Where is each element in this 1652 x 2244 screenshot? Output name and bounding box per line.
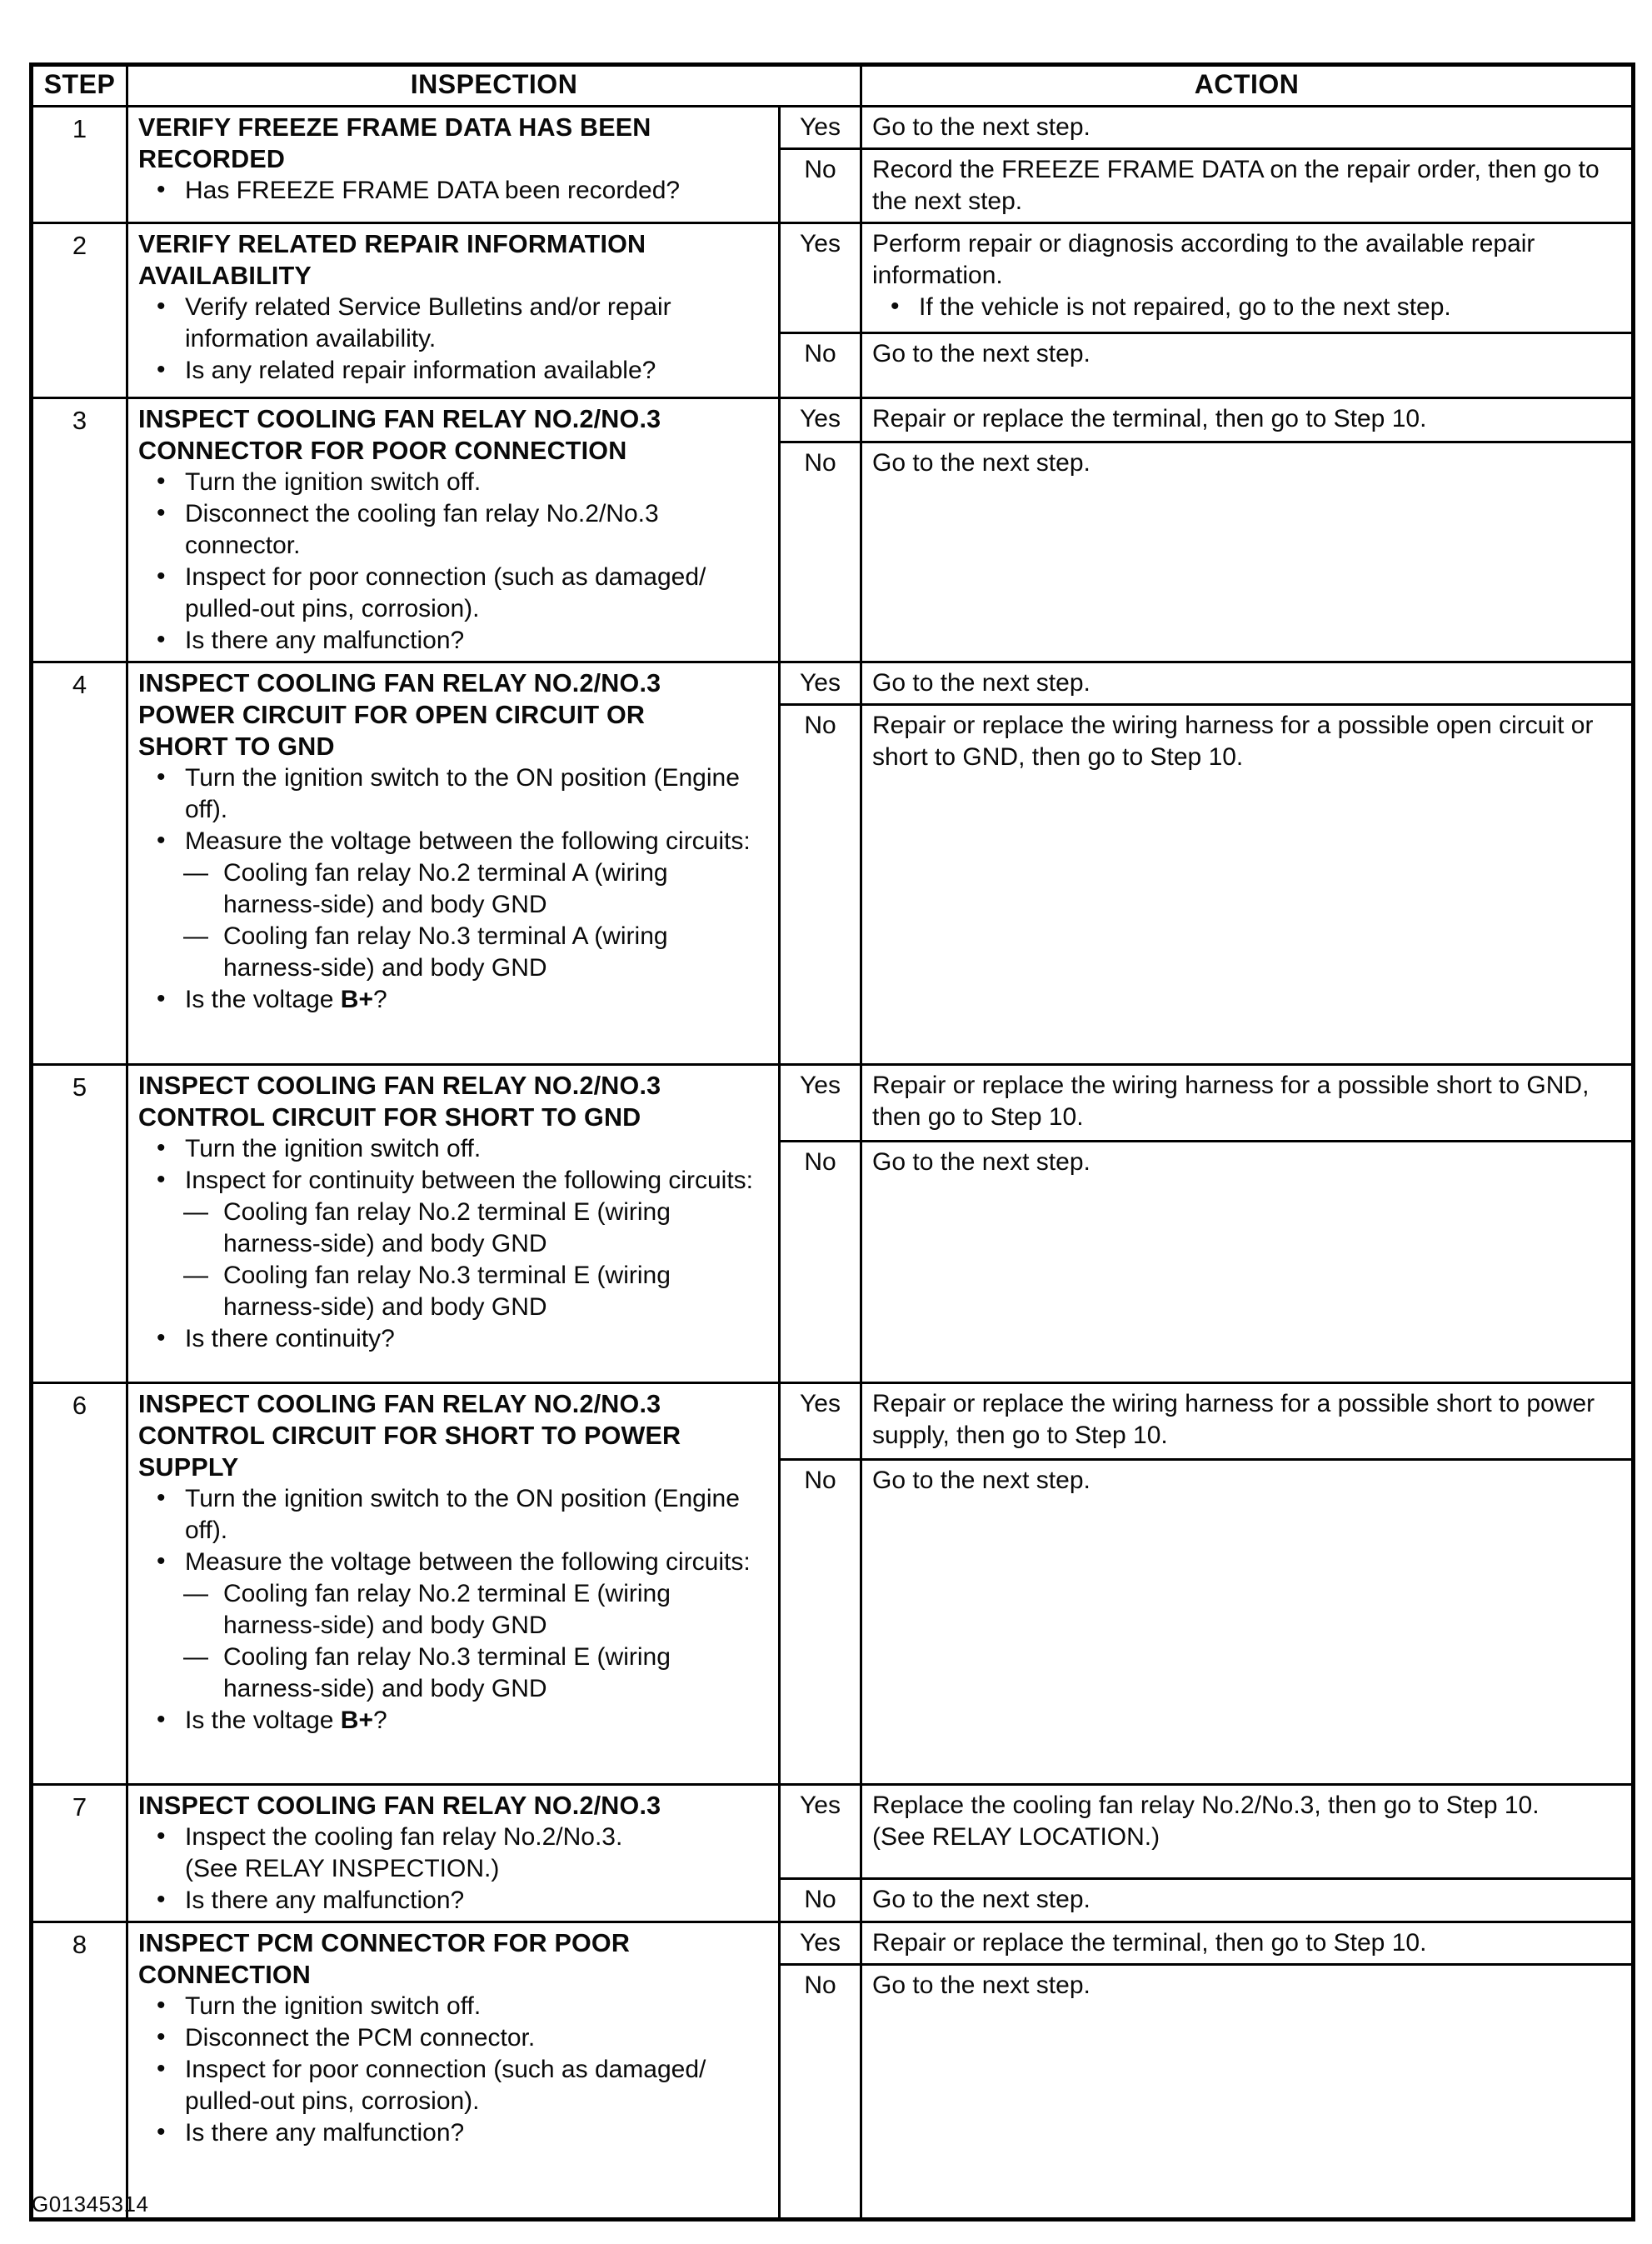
inspection-item	[138, 1705, 771, 1737]
item-text: Measure the voltage between the following circuits:	[185, 1548, 751, 1576]
item-text: Inspect for poor connection (such as damaged/ pulled-out pins, corrosion).	[185, 563, 706, 622]
action-line: Perform repair or diagnosis according to the available repair information.	[872, 230, 1535, 289]
inspection-item	[138, 1483, 771, 1547]
inspection-item	[138, 2022, 771, 2054]
title-line: VERIFY FREEZE FRAME DATA HAS BEEN	[138, 113, 651, 142]
item-text: Cooling fan relay No.2 terminal A (wiring harness-side) and body GND	[223, 859, 668, 918]
column-header-action: ACTION	[861, 65, 1634, 107]
inspection-item	[138, 1323, 771, 1355]
item-text: Has FREEZE FRAME DATA been recorded?	[185, 177, 681, 204]
item-text: Verify related Service Bulletins and/or repair information availability.	[185, 293, 671, 352]
inspection-cell	[127, 662, 780, 1065]
action-line: Go to the next step.	[872, 340, 1091, 367]
step-number: 6	[32, 1383, 127, 1785]
action-line: Go to the next step.	[872, 113, 1091, 141]
yes-cell: Yes	[780, 223, 861, 333]
action-line: Go to the next step.	[872, 1886, 1091, 1914]
action-cell-no	[861, 1142, 1634, 1383]
inspection-item	[138, 562, 771, 625]
inspection-item	[138, 1133, 771, 1165]
inspection-cell	[127, 107, 780, 223]
title-line: RECORDED	[138, 145, 286, 173]
table-row	[32, 1922, 1634, 1965]
inspection-item	[138, 984, 771, 1016]
inspection-item	[138, 498, 771, 562]
inspection-title	[138, 403, 771, 467]
item-text: Turn the ignition switch off.	[185, 468, 482, 496]
action-line: Go to the next step.	[872, 448, 1091, 477]
item-text: Disconnect the cooling fan relay No.2/No.3 connector.	[185, 500, 659, 559]
title-line: POWER CIRCUIT FOR OPEN CIRCUIT OR	[138, 701, 646, 729]
item-text: ?	[372, 1707, 387, 1734]
item-text: Measure the voltage between the following circuits:	[185, 827, 751, 855]
item-text: Cooling fan relay No.2 terminal E (wiring harness-side) and body GND	[223, 1580, 671, 1639]
action-line: Record the FREEZE FRAME DATA on the repair order, then go to the next step.	[872, 156, 1600, 215]
inspection-title	[138, 1070, 771, 1133]
troubleshooting-table	[29, 62, 1635, 2222]
action-line: Go to the next step.	[872, 1148, 1091, 1176]
step-number: 3	[32, 398, 127, 662]
inspection-sub-item	[138, 1260, 771, 1323]
no-cell: No	[780, 1879, 861, 1922]
action-line: Go to the next step.	[872, 1467, 1091, 1494]
item-text: Inspect the cooling fan relay No.2/No.3.	[185, 1823, 623, 1851]
inspection-item	[138, 1822, 771, 1853]
inspection-sub-item	[138, 1578, 771, 1642]
action-line: Repair or replace the terminal, then go to Step 10.	[872, 1929, 1427, 1957]
title-line: INSPECT PCM CONNECTOR FOR POOR	[138, 1929, 631, 1957]
no-cell: No	[780, 1460, 861, 1785]
item-text: Turn the ignition switch off.	[185, 1992, 482, 2020]
item-text: Cooling fan relay No.3 terminal A (wiring harness-side) and body GND	[223, 922, 668, 982]
action-cell-no	[861, 705, 1634, 1065]
title-line: INSPECT COOLING FAN RELAY NO.2/NO.3	[138, 1390, 661, 1418]
action-cell-no	[861, 1965, 1634, 2220]
inspection-item	[138, 355, 771, 387]
inspection-item	[138, 2054, 771, 2117]
inspection-sub-item	[138, 921, 771, 984]
title-line: VERIFY RELATED REPAIR INFORMATION	[138, 230, 646, 258]
step-number: 5	[32, 1065, 127, 1383]
inspection-title	[138, 667, 771, 762]
inspection-cell	[127, 1383, 780, 1785]
inspection-item	[138, 467, 771, 498]
action-cell-yes	[861, 1065, 1634, 1142]
action-line: Repair or replace the wiring harness for a possible short to power supply, then go to Step 10.	[872, 1390, 1595, 1449]
step-number: 4	[32, 662, 127, 1065]
inspection-title	[138, 1388, 771, 1483]
title-line: AVAILABILITY	[138, 262, 312, 290]
inspection-item	[138, 1885, 771, 1917]
inspection-item	[138, 175, 771, 207]
title-line: SHORT TO GND	[138, 732, 335, 761]
yes-cell: Yes	[780, 1065, 861, 1142]
action-cell-yes	[861, 1785, 1634, 1879]
item-text: Is there any malfunction?	[185, 627, 465, 654]
action-line: Repair or replace the terminal, then go to Step 10.	[872, 405, 1427, 432]
no-cell: No	[780, 333, 861, 398]
action-cell-yes	[861, 1383, 1634, 1460]
column-header-step: STEP	[32, 65, 127, 107]
table-row	[32, 223, 1634, 333]
action-cell-yes	[861, 1922, 1634, 1965]
yes-cell: Yes	[780, 1922, 861, 1965]
inspection-item	[138, 762, 771, 826]
item-text: Cooling fan relay No.3 terminal E (wiring harness-side) and body GND	[223, 1262, 671, 1321]
yes-cell: Yes	[780, 107, 861, 149]
inspection-cell	[127, 1785, 780, 1922]
inspection-title	[138, 228, 771, 292]
title-line: INSPECT COOLING FAN RELAY NO.2/NO.3	[138, 405, 661, 433]
table-row	[32, 662, 1634, 705]
inspection-title	[138, 1790, 771, 1822]
no-cell: No	[780, 442, 861, 662]
item-text: Is there any malfunction?	[185, 2119, 465, 2147]
item-text: Is any related repair information available?	[185, 357, 656, 384]
title-line: INSPECT COOLING FAN RELAY NO.2/NO.3	[138, 1792, 661, 1820]
title-line: SUPPLY	[138, 1453, 239, 1482]
table-row	[32, 1065, 1634, 1142]
yes-cell: Yes	[780, 1785, 861, 1879]
action-cell-yes	[861, 662, 1634, 705]
inspection-item	[138, 292, 771, 355]
action-cell-no	[861, 149, 1634, 223]
table-row	[32, 1785, 1634, 1879]
inspection-title	[138, 1927, 771, 1991]
action-sub-item	[872, 292, 1606, 323]
table-row	[32, 1383, 1634, 1460]
inspection-cell	[127, 223, 780, 398]
item-text-bold: B+	[340, 986, 373, 1013]
item-text: ?	[372, 986, 387, 1013]
inspection-cell	[127, 1065, 780, 1383]
action-cell-yes	[861, 107, 1634, 149]
inspection-sub-item	[138, 1642, 771, 1705]
action-line: (See RELAY LOCATION.)	[872, 1823, 1160, 1851]
step-number: 2	[32, 223, 127, 398]
step-number: 8	[32, 1922, 127, 2220]
item-text: Cooling fan relay No.3 terminal E (wiring harness-side) and body GND	[223, 1643, 671, 1702]
step-number: 1	[32, 107, 127, 223]
yes-cell: Yes	[780, 398, 861, 442]
action-line: Replace the cooling fan relay No.2/No.3, then go to Step 10.	[872, 1792, 1540, 1819]
figure-code: G01345314	[32, 2192, 149, 2217]
column-header-inspection: INSPECTION	[127, 65, 861, 107]
table-header	[32, 65, 1634, 107]
action-cell-no	[861, 442, 1634, 662]
title-line: CONNECTION	[138, 1961, 312, 1989]
table-row	[32, 398, 1634, 442]
action-cell-yes	[861, 398, 1634, 442]
title-line: INSPECT COOLING FAN RELAY NO.2/NO.3	[138, 1072, 661, 1100]
no-cell: No	[780, 705, 861, 1065]
inspection-cell	[127, 1922, 780, 2220]
inspection-cell	[127, 398, 780, 662]
item-text: Is the voltage	[185, 1707, 341, 1734]
inspection-sub-item	[138, 1197, 771, 1260]
title-line: INSPECT COOLING FAN RELAY NO.2/NO.3	[138, 669, 661, 697]
item-text: Turn the ignition switch off.	[185, 1135, 482, 1162]
action-line: Go to the next step.	[872, 1972, 1091, 1999]
item-text: Inspect for poor connection (such as damaged/ pulled-out pins, corrosion).	[185, 2056, 706, 2115]
table-row	[32, 107, 1634, 149]
no-cell: No	[780, 149, 861, 223]
item-text: Turn the ignition switch to the ON position (Engine off).	[185, 1485, 740, 1544]
item-text: Is there any malfunction?	[185, 1887, 465, 1914]
yes-cell: Yes	[780, 662, 861, 705]
item-text: Cooling fan relay No.2 terminal E (wiring harness-side) and body GND	[223, 1198, 671, 1257]
action-cell-no	[861, 333, 1634, 398]
title-line: CONTROL CIRCUIT FOR SHORT TO POWER	[138, 1422, 681, 1450]
step-number: 7	[32, 1785, 127, 1922]
title-line: CONTROL CIRCUIT FOR SHORT TO GND	[138, 1103, 641, 1132]
item-text: Is there continuity?	[185, 1325, 395, 1352]
yes-cell: Yes	[780, 1383, 861, 1460]
item-text: Inspect for continuity between the following circuits:	[185, 1167, 754, 1194]
item-text-bold: B+	[340, 1707, 373, 1734]
inspection-title	[138, 112, 771, 175]
action-line: Go to the next step.	[872, 669, 1091, 697]
inspection-item	[138, 625, 771, 657]
no-cell: No	[780, 1142, 861, 1383]
inspection-item-continuation	[138, 1853, 771, 1885]
action-line: Repair or replace the wiring harness for a possible open circuit or short to GND, then go to Step 10.	[872, 712, 1594, 771]
action-cell-no	[861, 1879, 1634, 1922]
inspection-item	[138, 1165, 771, 1197]
title-line: CONNECTOR FOR POOR CONNECTION	[138, 437, 627, 465]
item-text: (See RELAY INSPECTION.)	[185, 1855, 500, 1882]
inspection-sub-item	[138, 857, 771, 921]
item-text: Is the voltage	[185, 986, 341, 1013]
inspection-item	[138, 826, 771, 857]
action-cell-yes	[861, 223, 1634, 333]
action-cell-no	[861, 1460, 1634, 1785]
item-text: Turn the ignition switch to the ON position (Engine off).	[185, 764, 740, 823]
item-text: If the vehicle is not repaired, go to the next step.	[919, 293, 1451, 321]
inspection-item	[138, 2117, 771, 2149]
item-text: Disconnect the PCM connector.	[185, 2024, 536, 2052]
no-cell: No	[780, 1965, 861, 2220]
action-line: Repair or replace the wiring harness for a possible short to GND, then go to Step 10.	[872, 1072, 1590, 1131]
inspection-item	[138, 1547, 771, 1578]
inspection-item	[138, 1991, 771, 2022]
